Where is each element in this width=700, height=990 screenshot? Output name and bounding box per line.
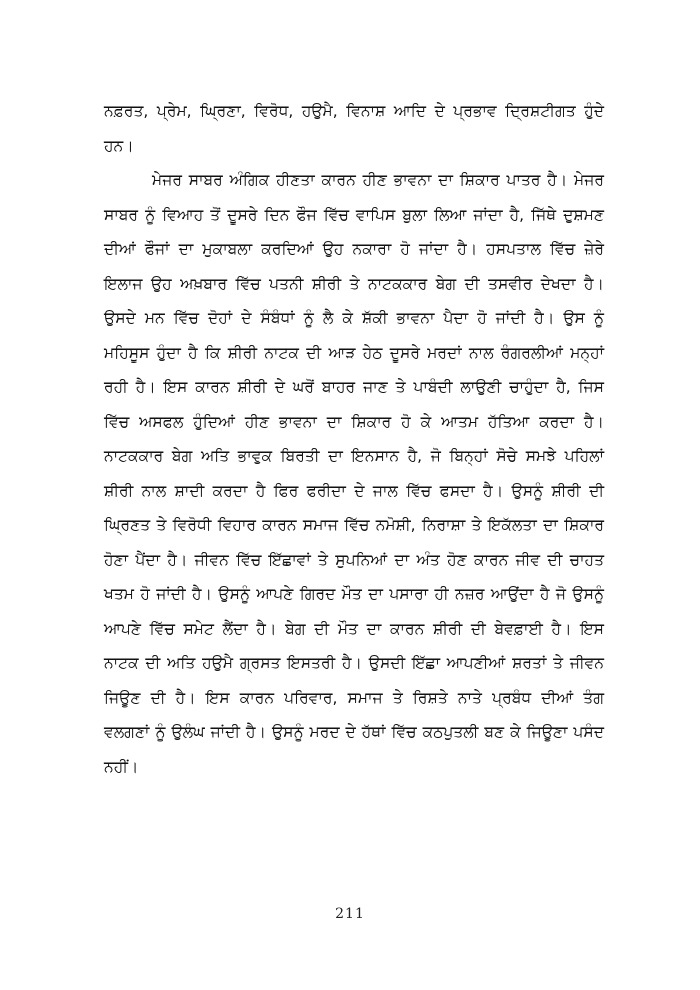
body-text — [104, 94, 604, 784]
page-number: 211 — [335, 906, 365, 922]
paragraph-continuation: ਨਫ਼ਰਤ, ਪ੍ਰੇਮ, ਘ੍ਰਿਣਾ, ਵਿਰੋਧ, ਹਉਮੈ, ਵਿਨਾਸ਼ ਆਦਿ ਦੇ ਪ੍ਰਭਾਵ ਦ੍ਰਿਸ਼ਟੀਗਤ ਹੁੰਦੇ ਹਨ। — [104, 102, 604, 155]
paragraph-main: ਮੇਜਰ ਸਾਬਰ ਅੰਗਿਕ ਹੀਣਤਾ ਕਾਰਨ ਹੀਣ ਭਾਵਨਾ ਦਾ ਸ਼ਿਕਾਰ ਪਾਤਰ ਹੈ। ਮੇਜਰ ਸਾਬਰ ਨੂੰ ਵਿਆਹ ਤੋਂ ਦੂਸਰੇ ਦਿਨ ਫੌਜ ਵਿੱਚ ਵਾਪਿਸ ਬੁਲਾ ਲਿਆ ਜਾਂਦਾ ਹੈ, ਜਿੱਥੇ ਦੁਸ਼ਮਣ ਦੀਆਂ ਫੌਜਾਂ ਦਾ ਮੁਕਾਬਲਾ ਕਰਦਿਆਂ ਉਹ ਨਕਾਰਾ ਹੋ ਜਾਂਦਾ ਹੈ। ਹਸਪਤਾਲ ਵਿੱਚ ਜ਼ੇਰੇ ਇਲਾਜ ਉਹ ਅਖ਼ਬਾਰ ਵਿੱਚ ਪਤਨੀ ਸ਼ੀਰੀ ਤੇ ਨਾਟਕਕਾਰ ਬੇਗ ਦੀ ਤਸਵੀਰ ਦੇਖਦਾ ਹੈ। ਉਸਦੇ ਮਨ ਵਿੱਚ ਦੋਹਾਂ ਦੇ ਸੰਬੰਧਾਂ ਨੂੰ ਲੈ ਕੇ ਸ਼ੱਕੀ ਭਾਵਨਾ ਪੈਦਾ ਹੋ ਜਾਂਦੀ ਹੈ। ਉਸ ਨੂੰ ਮਹਿਸੂਸ ਹੁੰਦਾ ਹੈ ਕਿ ਸ਼ੀਰੀ ਨਾਟਕ ਦੀ ਆੜ ਹੇਠ ਦੂਸਰੇ ਮਰਦਾਂ ਨਾਲ ਰੰਗਰਲੀਆਂ ਮਨ੍ਹਾਂ ਰਹੀ ਹੈ। ਇਸ ਕਾਰਨ ਸ਼ੀਰੀ ਦੇ ਘਰੋਂ ਬਾਹਰ ਜਾਣ ਤੇ ਪਾਬੰਦੀ ਲਾਉਣੀ ਚਾਹੁੰਦਾ ਹੈ, ਜਿਸ ਵਿੱਚ ਅਸਫਲ ਹੁੰਦਿਆਂ ਹੀਣ ਭਾਵਨਾ ਦਾ ਸ਼ਿਕਾਰ ਹੋ ਕੇ ਆਤਮ ਹੱਤਿਆ ਕਰਦਾ ਹੈ। ਨਾਟਕਕਾਰ ਬੇਗ ਅਤਿ ਭਾਵੁਕ ਬਿਰਤੀ ਦਾ ਇਨਸਾਨ ਹੈ, ਜੋ ਬਿਨ੍ਹਾਂ ਸੋਚੇ ਸਮਝੇ ਪਹਿਲਾਂ ਸ਼ੀਰੀ ਨਾਲ ਸ਼ਾਦੀ ਕਰਦਾ ਹੈ ਫਿਰ ਫਰੀਦਾ ਦੇ ਜਾਲ ਵਿੱਚ ਫਸਦਾ ਹੈ। ਉਸਨੂੰ ਸ਼ੀਰੀ ਦੀ ਘ੍ਰਿਣਤ ਤੇ ਵਿਰੋਧੀ ਵਿਹਾਰ ਕਾਰਨ ਸਮਾਜ ਵਿੱਚ ਨਮੋਸ਼ੀ, ਨਿਰਾਸ਼ਾ ਤੇ ਇਕੱਲਤਾ ਦਾ ਸ਼ਿਕਾਰ ਹੋਣਾ ਪੈਂਦਾ ਹੈ। ਜੀਵਨ ਵਿੱਚ ਇੱਛਾਵਾਂ ਤੇ ਸੁਪਨਿਆਂ ਦਾ ਅੰਤ ਹੋਣ ਕਾਰਨ ਜੀਵ ਦੀ ਚਾਹਤ ਖਤਮ ਹੋ ਜਾਂਦੀ ਹੈ। ਉਸਨੂੰ ਆਪਣੇ ਗਿਰਦ ਮੌਤ ਦਾ ਪਸਾਰਾ ਹੀ ਨਜ਼ਰ ਆਉਂਦਾ ਹੈ ਜੋ ਉਸਨੂੰ ਆਪਣੇ ਵਿੱਚ ਸਮੇਟ ਲੈਂਦਾ ਹੈ। ਬੇਗ ਦੀ ਮੌਤ ਦਾ ਕਾਰਨ ਸ਼ੀਰੀ ਦੀ ਬੇਵਫ਼ਾਈ ਹੈ। ਇਸ ਨਾਟਕ ਦੀ ਅਤਿ ਹਉਮੈ ਗ੍ਰਸਤ ਇਸਤਰੀ ਹੈ। ਉਸਦੀ ਇੱਛਾ ਆਪਣੀਆਂ ਸ਼ਰਤਾਂ ਤੇ ਜੀਵਨ ਜਿਊਣ ਦੀ ਹੈ। ਇਸ ਕਾਰਨ ਪਰਿਵਾਰ, ਸਮਾਜ ਤੇ ਰਿਸ਼ਤੇ ਨਾਤੇ ਪ੍ਰਬੰਧ ਦੀਆਂ ਤੰਗ ਵਲਗਣਾਂ ਨੂੰ ਉਲੰਘ ਜਾਂਦੀ ਹੈ। ਉਸਨੂੰ ਮਰਦ ਦੇ ਹੱਥਾਂ ਵਿੱਚ ਕਠਪੁਤਲੀ ਬਣ ਕੇ ਜਿਊਣਾ ਪਸੰਦ ਨਹੀਂ। — [104, 171, 604, 776]
